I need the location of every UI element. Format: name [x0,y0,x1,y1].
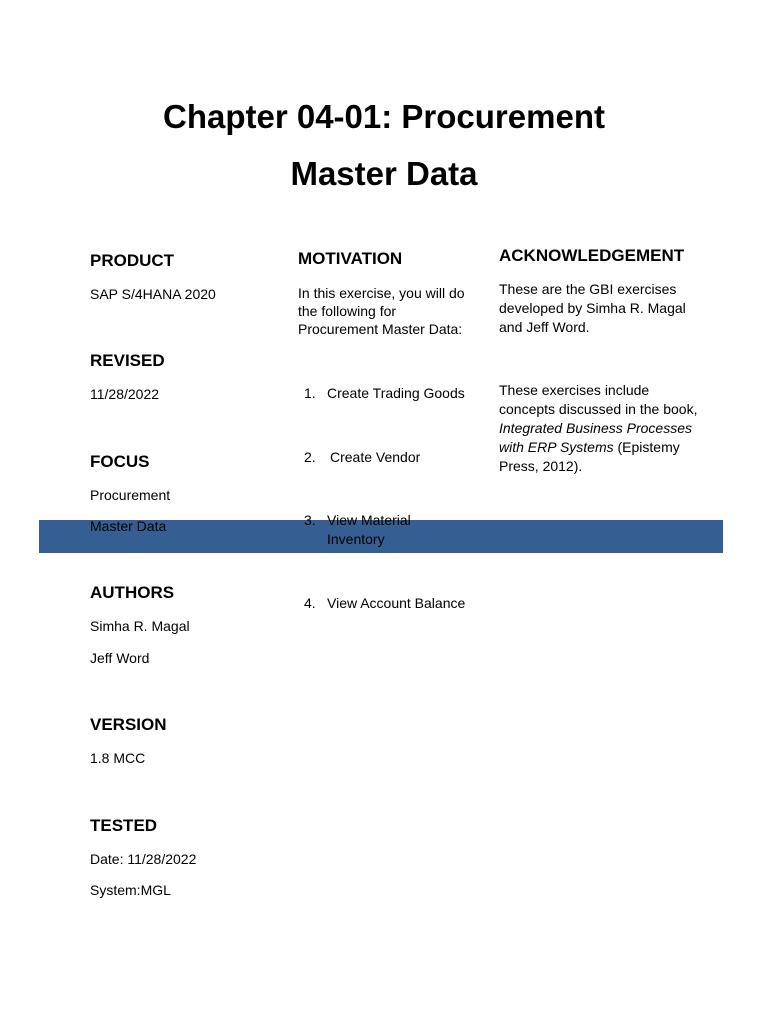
title-line-1: Chapter 04-01: Procurement [163,98,605,135]
product-heading: PRODUCT [90,251,175,270]
focus-heading: FOCUS [90,452,150,471]
authors-heading: AUTHORS [90,583,175,602]
motivation-intro: In this exercise, you will do the following for Procurement Master Data: [298,285,465,337]
list-item-number: 4. [304,595,316,611]
version-heading: VERSION [90,715,167,734]
revised-value: 11/28/2022 [90,386,160,402]
list-item-text: View Account Balance [327,595,466,611]
tested-system: System:MGL [90,882,171,898]
author-name: Simha R. Magal [90,618,190,634]
motivation-heading: MOTIVATION [298,249,403,268]
book-title: Integrated Business Processes with ERP Systems [499,420,692,455]
version-value: 1.8 MCC [90,750,146,766]
list-item-number: 2. [304,449,316,465]
focus-value-1: Procurement [90,487,171,503]
acknowledgement-paragraph-2 [499,381,704,476]
tested-date: Date: 11/28/2022 [90,851,197,867]
title-line-2: Master Data [290,155,478,192]
product-value: SAP S/4HANA 2020 [90,286,216,302]
acknowledgement-text: These exercises include concepts discussed in the book, [499,382,698,417]
acknowledgement-paragraph-1: These are the GBI exercises developed by Simha R. Magal and Jeff Word. [499,281,686,335]
acknowledgement-text: (Epistemy Press, 2012). [499,439,680,474]
page-title [0,88,768,202]
list-item-text: Create Trading Goods [327,385,465,401]
list-item-number: 1. [304,385,316,401]
list-item-number: 3. [304,512,316,528]
acknowledgement-heading: ACKNOWLEDGEMENT [499,246,685,265]
tested-heading: TESTED [90,816,158,835]
author-name: Jeff Word [90,650,150,666]
focus-value-2: Master Data [90,518,167,534]
list-item-text: View Material Inventory [327,512,411,547]
revised-heading: REVISED [90,351,165,370]
list-item-text: Create Vendor [330,449,421,465]
